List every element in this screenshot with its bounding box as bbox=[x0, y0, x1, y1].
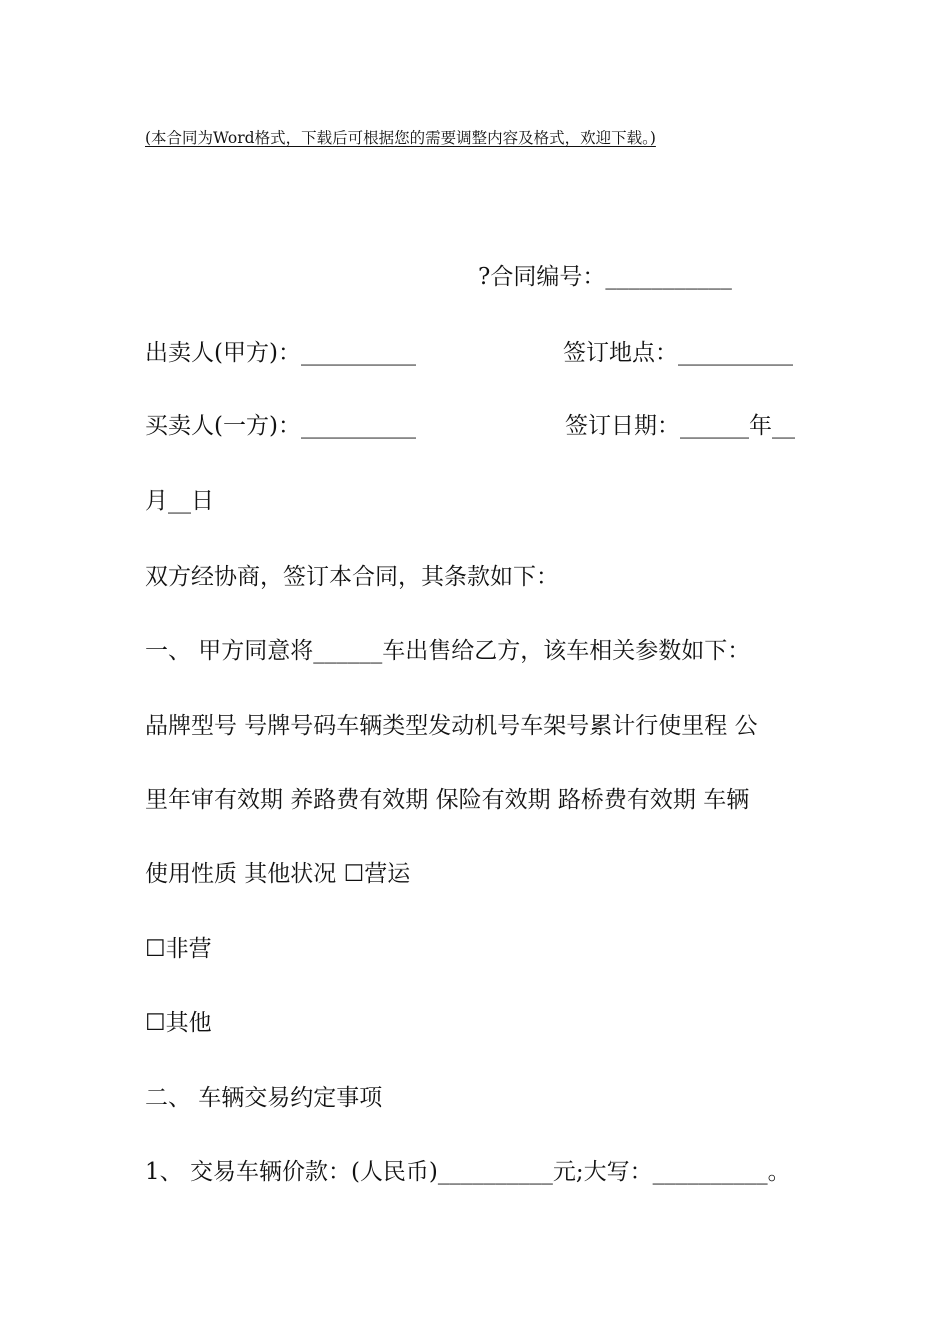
section2-title: 二、 车辆交易约定事项 bbox=[145, 1085, 383, 1111]
intro-text: 双方经协商，签订本合同，其条款如下： bbox=[145, 564, 559, 590]
params-line-3: 使用性质 其他状况 ☐营运 bbox=[145, 861, 411, 887]
sign-place-field: 签订地点：__________ bbox=[563, 340, 793, 366]
sign-date-continued: 月__日 bbox=[145, 488, 214, 514]
params-line-1: 品牌型号 号牌号码车辆类型发动机号车架号累计行使里程 公 bbox=[145, 713, 758, 739]
seller-field: 出卖人(甲方)：__________ bbox=[145, 340, 416, 366]
contract-number: ?合同编号：___________ bbox=[478, 264, 732, 290]
section2-item1: 1、 交易车辆价款：(人民币)__________元;大写：__________。 bbox=[145, 1159, 791, 1185]
sign-date-field: 签订日期：______年__ bbox=[565, 413, 795, 439]
option-other: ☐其他 bbox=[145, 1010, 212, 1036]
section1-title: 一、 甲方同意将______车出售给乙方，该车相关参数如下： bbox=[145, 638, 751, 664]
option-nonprofit: ☐非营 bbox=[145, 936, 212, 962]
buyer-field: 买卖人(一方)：__________ bbox=[145, 413, 416, 439]
params-line-2: 里年审有效期 养路费有效期 保险有效期 路桥费有效期 车辆 bbox=[145, 787, 750, 813]
header-note: (本合同为Word格式，下载后可根据您的需要调整内容及格式，欢迎下载。) bbox=[145, 129, 656, 147]
